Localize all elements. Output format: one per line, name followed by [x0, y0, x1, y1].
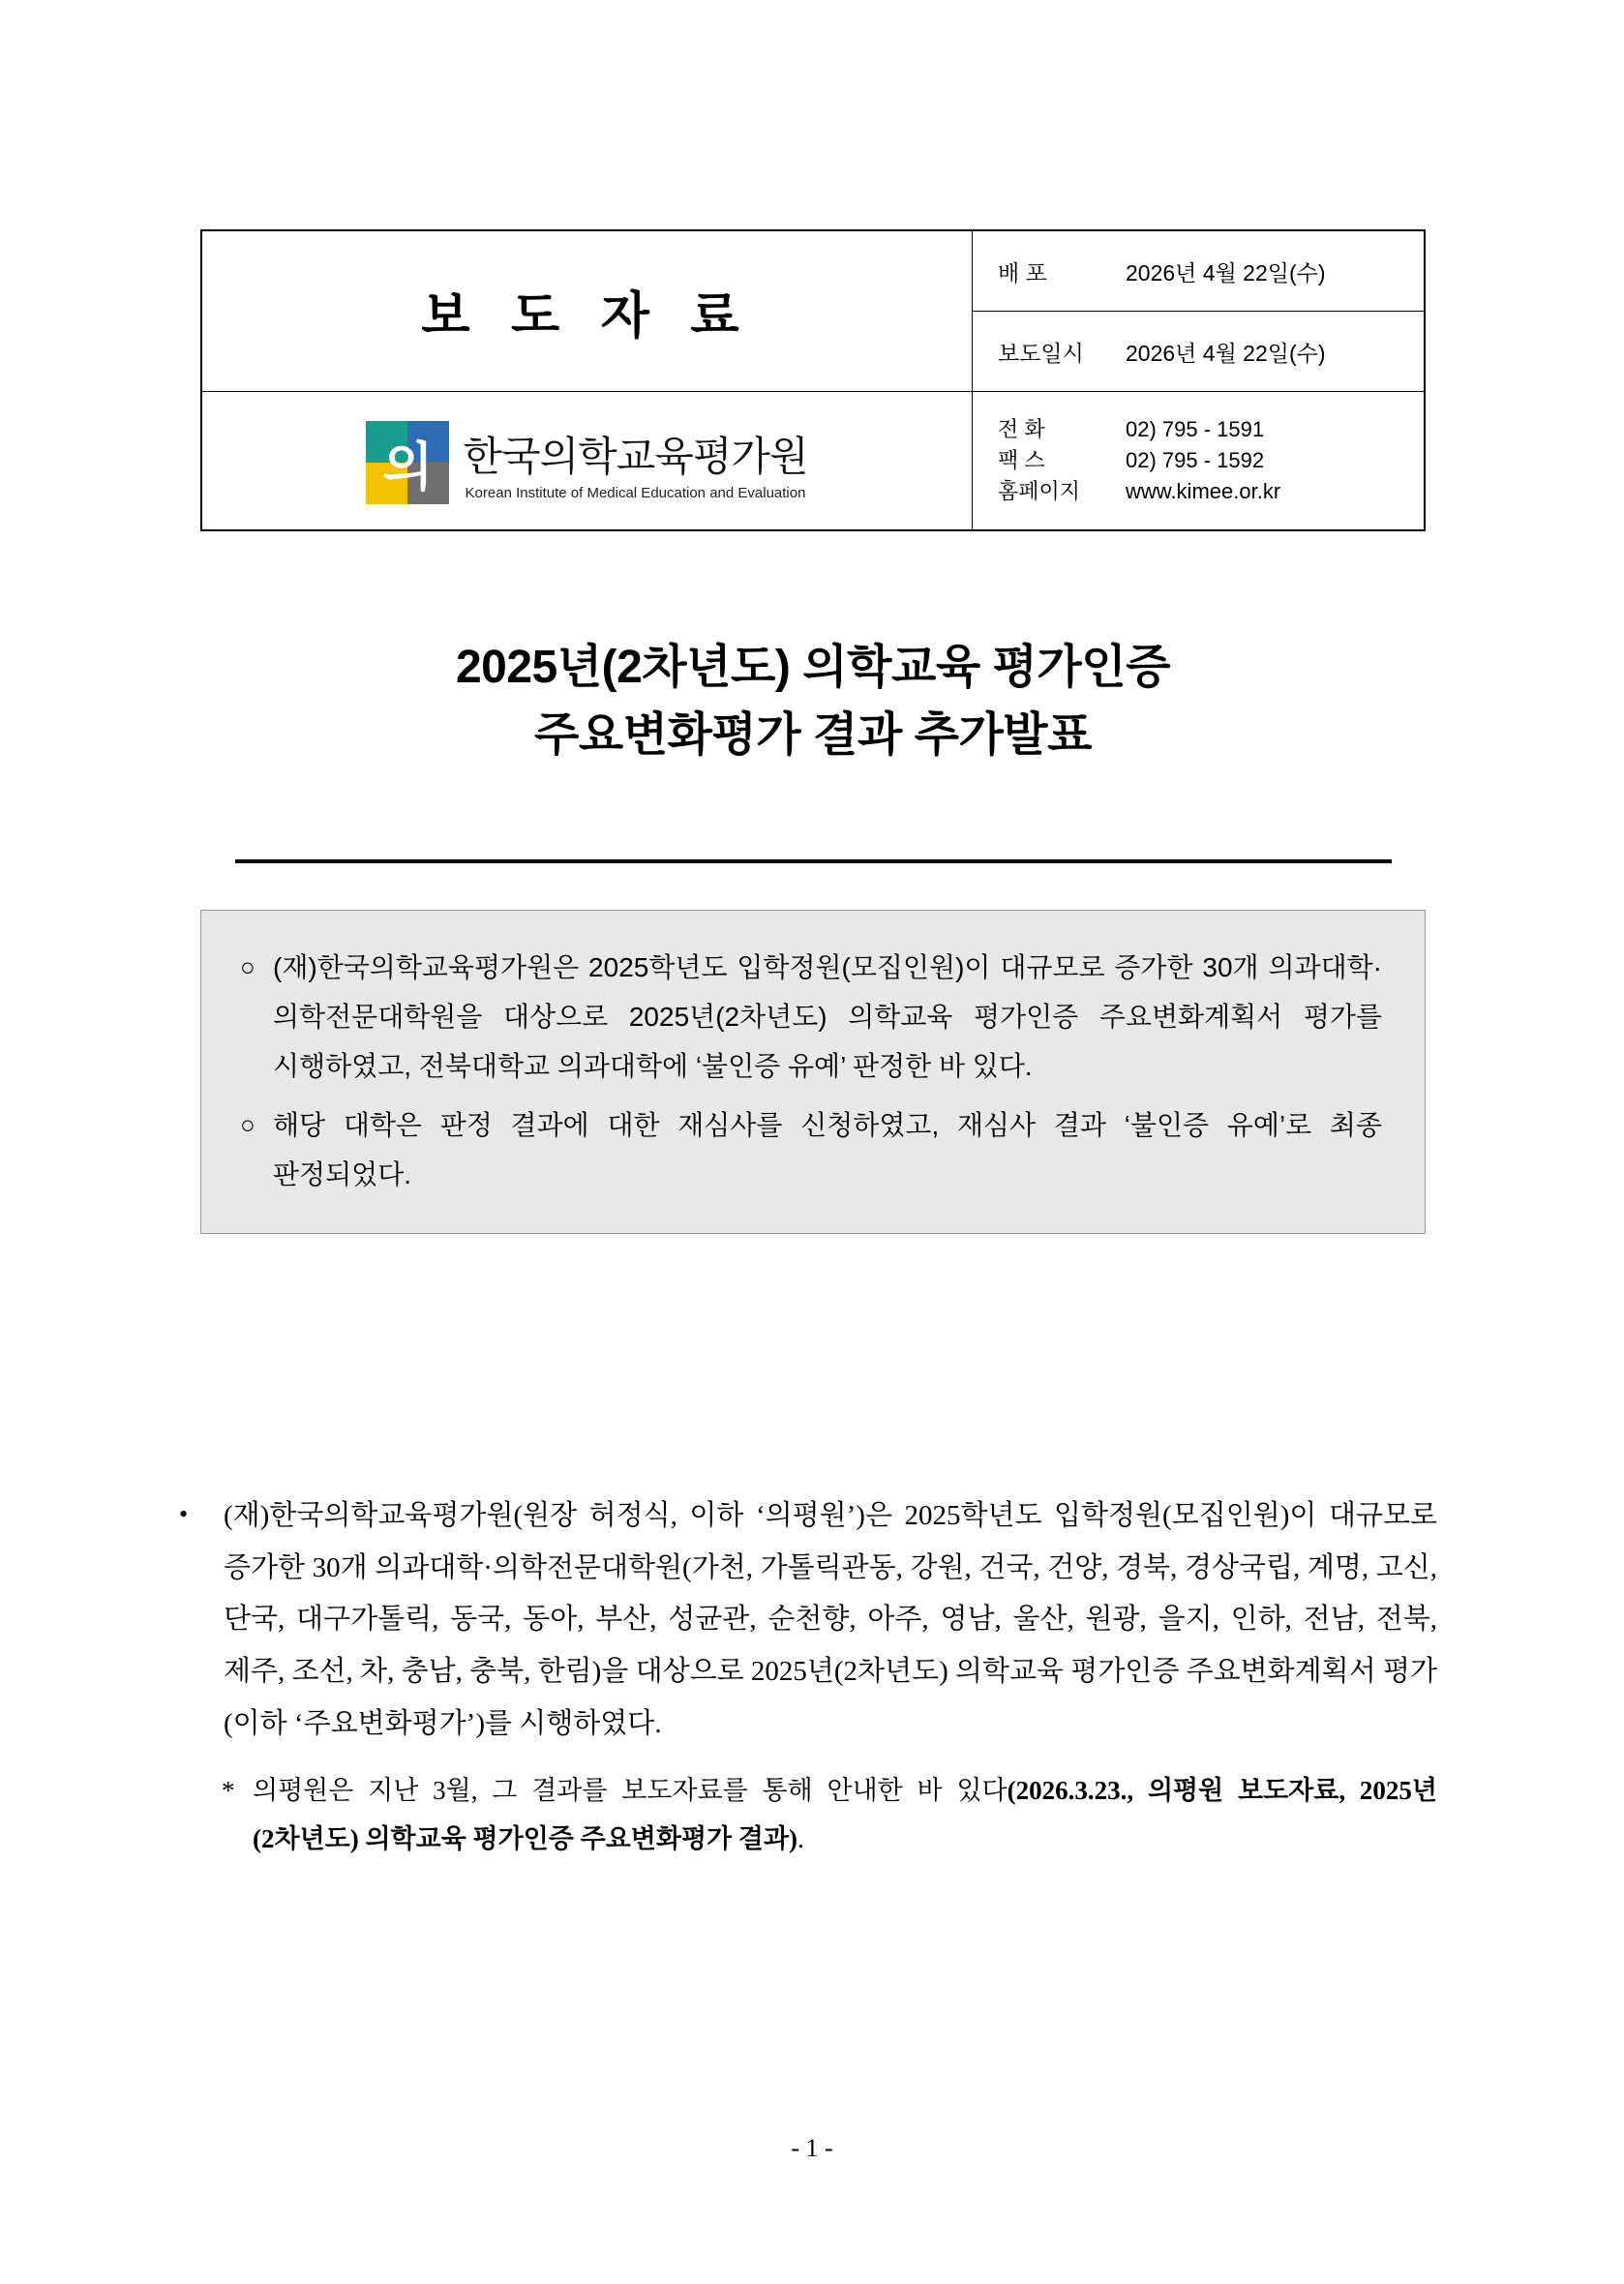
note-prefix: 의평원은 지난 3월, 그 결과를 보도자료를 통해 안내한 바 있다: [253, 1776, 1007, 1806]
contact-website-label: 홈페이지: [998, 478, 1081, 503]
summary-item: [240, 1101, 1382, 1200]
body-paragraph: [179, 1490, 1437, 1750]
logo: [202, 415, 972, 506]
release-datetime-label: 보도일시: [998, 340, 1084, 366]
contact-cell: [973, 392, 1426, 531]
contact-website-value[interactable]: www.kimee.or.kr: [1126, 478, 1281, 503]
body-paragraph-text: (재)한국의학교육평가원(원장 허정식, 이하 ‘의평원’)은 2025학년도 입학정원(모집인원)이 대규모로 증가한 30개 의과대학·의학전문대학원(가천, 가톨릭관동, 강원, 건국, 건양, 경북, 경상국립, 계명, 고신, 단국, 대구가톨릭, 동국, 동아, 부산, 성균관, 순천향, 아주, 영남, 울산, 원광, 을지, 인하, 전남, 전북, 제주, 조선, 차, 충남, 충북, 한림)을 대상으로 2025년(2차년도) 의학교육 평가인증 주요변화계획서 평가(이하 ‘주요변화평가’)를 시행하였다.: [224, 1500, 1437, 1739]
summary-item-text: 해당 대학은 판정 결과에 대한 재심사를 신청하였고, 재심사 결과 ‘불인증 유예’로 최종 판정되었다.: [273, 1109, 1382, 1189]
release-datetime-cell: [973, 312, 1426, 392]
summary-bullet-icon: ○: [240, 1109, 256, 1139]
contact-phone-label: 전 화: [998, 417, 1045, 442]
contact-phone-row: [998, 414, 1424, 445]
page-number: - 1 -: [791, 2134, 833, 2162]
press-release-header-table: [200, 229, 1426, 531]
release-datetime-value: 2026년 4월 22일(수): [1126, 340, 1326, 366]
contact-fax-label: 팩 스: [998, 448, 1045, 473]
contact-fax-row: [998, 445, 1424, 476]
organization-logo-cell: [201, 392, 973, 531]
body-content: [179, 1490, 1437, 1864]
summary-bullet-icon: ○: [240, 952, 256, 981]
distribution-date-label: 배 포: [998, 259, 1047, 286]
organization-name-en: Korean Institute of Medical Education and Evaluation: [465, 484, 806, 501]
note-asterisk-icon: *: [222, 1776, 235, 1806]
body-note: [222, 1767, 1437, 1864]
kimee-logo-icon: [366, 421, 449, 504]
body-bullet-icon: •: [179, 1500, 189, 1528]
organization-name-kr: 한국의학교육평가원: [463, 433, 808, 479]
headline: [200, 634, 1426, 768]
body-note-text: [253, 1767, 1437, 1864]
summary-item-text: (재)한국의학교육평가원은 2025학년도 입학정원(모집인원)이 대규모로 증가한 30개 의과대학·의학전문대학원을 대상으로 2025년(2차년도) 의학교육 평가인증 주요변화계획서 평가를 시행하였고, 전북대학교 의과대학에 ‘불인증 유예’ 판정한 바 있다.: [273, 952, 1382, 1081]
headline-divider: [235, 859, 1392, 863]
logo-glyph: 의: [382, 437, 434, 496]
note-bold: (2026.3.23., 의평원 보도자료, 2025년(2차년도) 의학교육 평가인증 주요변화평가 결과): [253, 1776, 1437, 1854]
logo-text-block: [463, 425, 807, 501]
distribution-date-value: 2026년 4월 22일(수): [1126, 259, 1326, 286]
headline-line-1: 2025년(2차년도) 의학교육 평가인증: [455, 642, 1171, 693]
note-suffix: .: [797, 1824, 804, 1854]
page-title: 보 도 자 료: [421, 288, 753, 345]
summary-box: [200, 910, 1426, 1234]
doc-title-cell: [201, 230, 973, 392]
headline-line-2: 주요변화평가 결과 추가발표: [533, 708, 1093, 761]
distribution-date-cell: [973, 230, 1426, 312]
summary-item: [240, 944, 1382, 1092]
contact-website-row: [998, 476, 1424, 507]
contact-phone-value: 02) 795 - 1591: [1126, 417, 1265, 442]
contact-fax-value: 02) 795 - 1592: [1126, 448, 1265, 473]
